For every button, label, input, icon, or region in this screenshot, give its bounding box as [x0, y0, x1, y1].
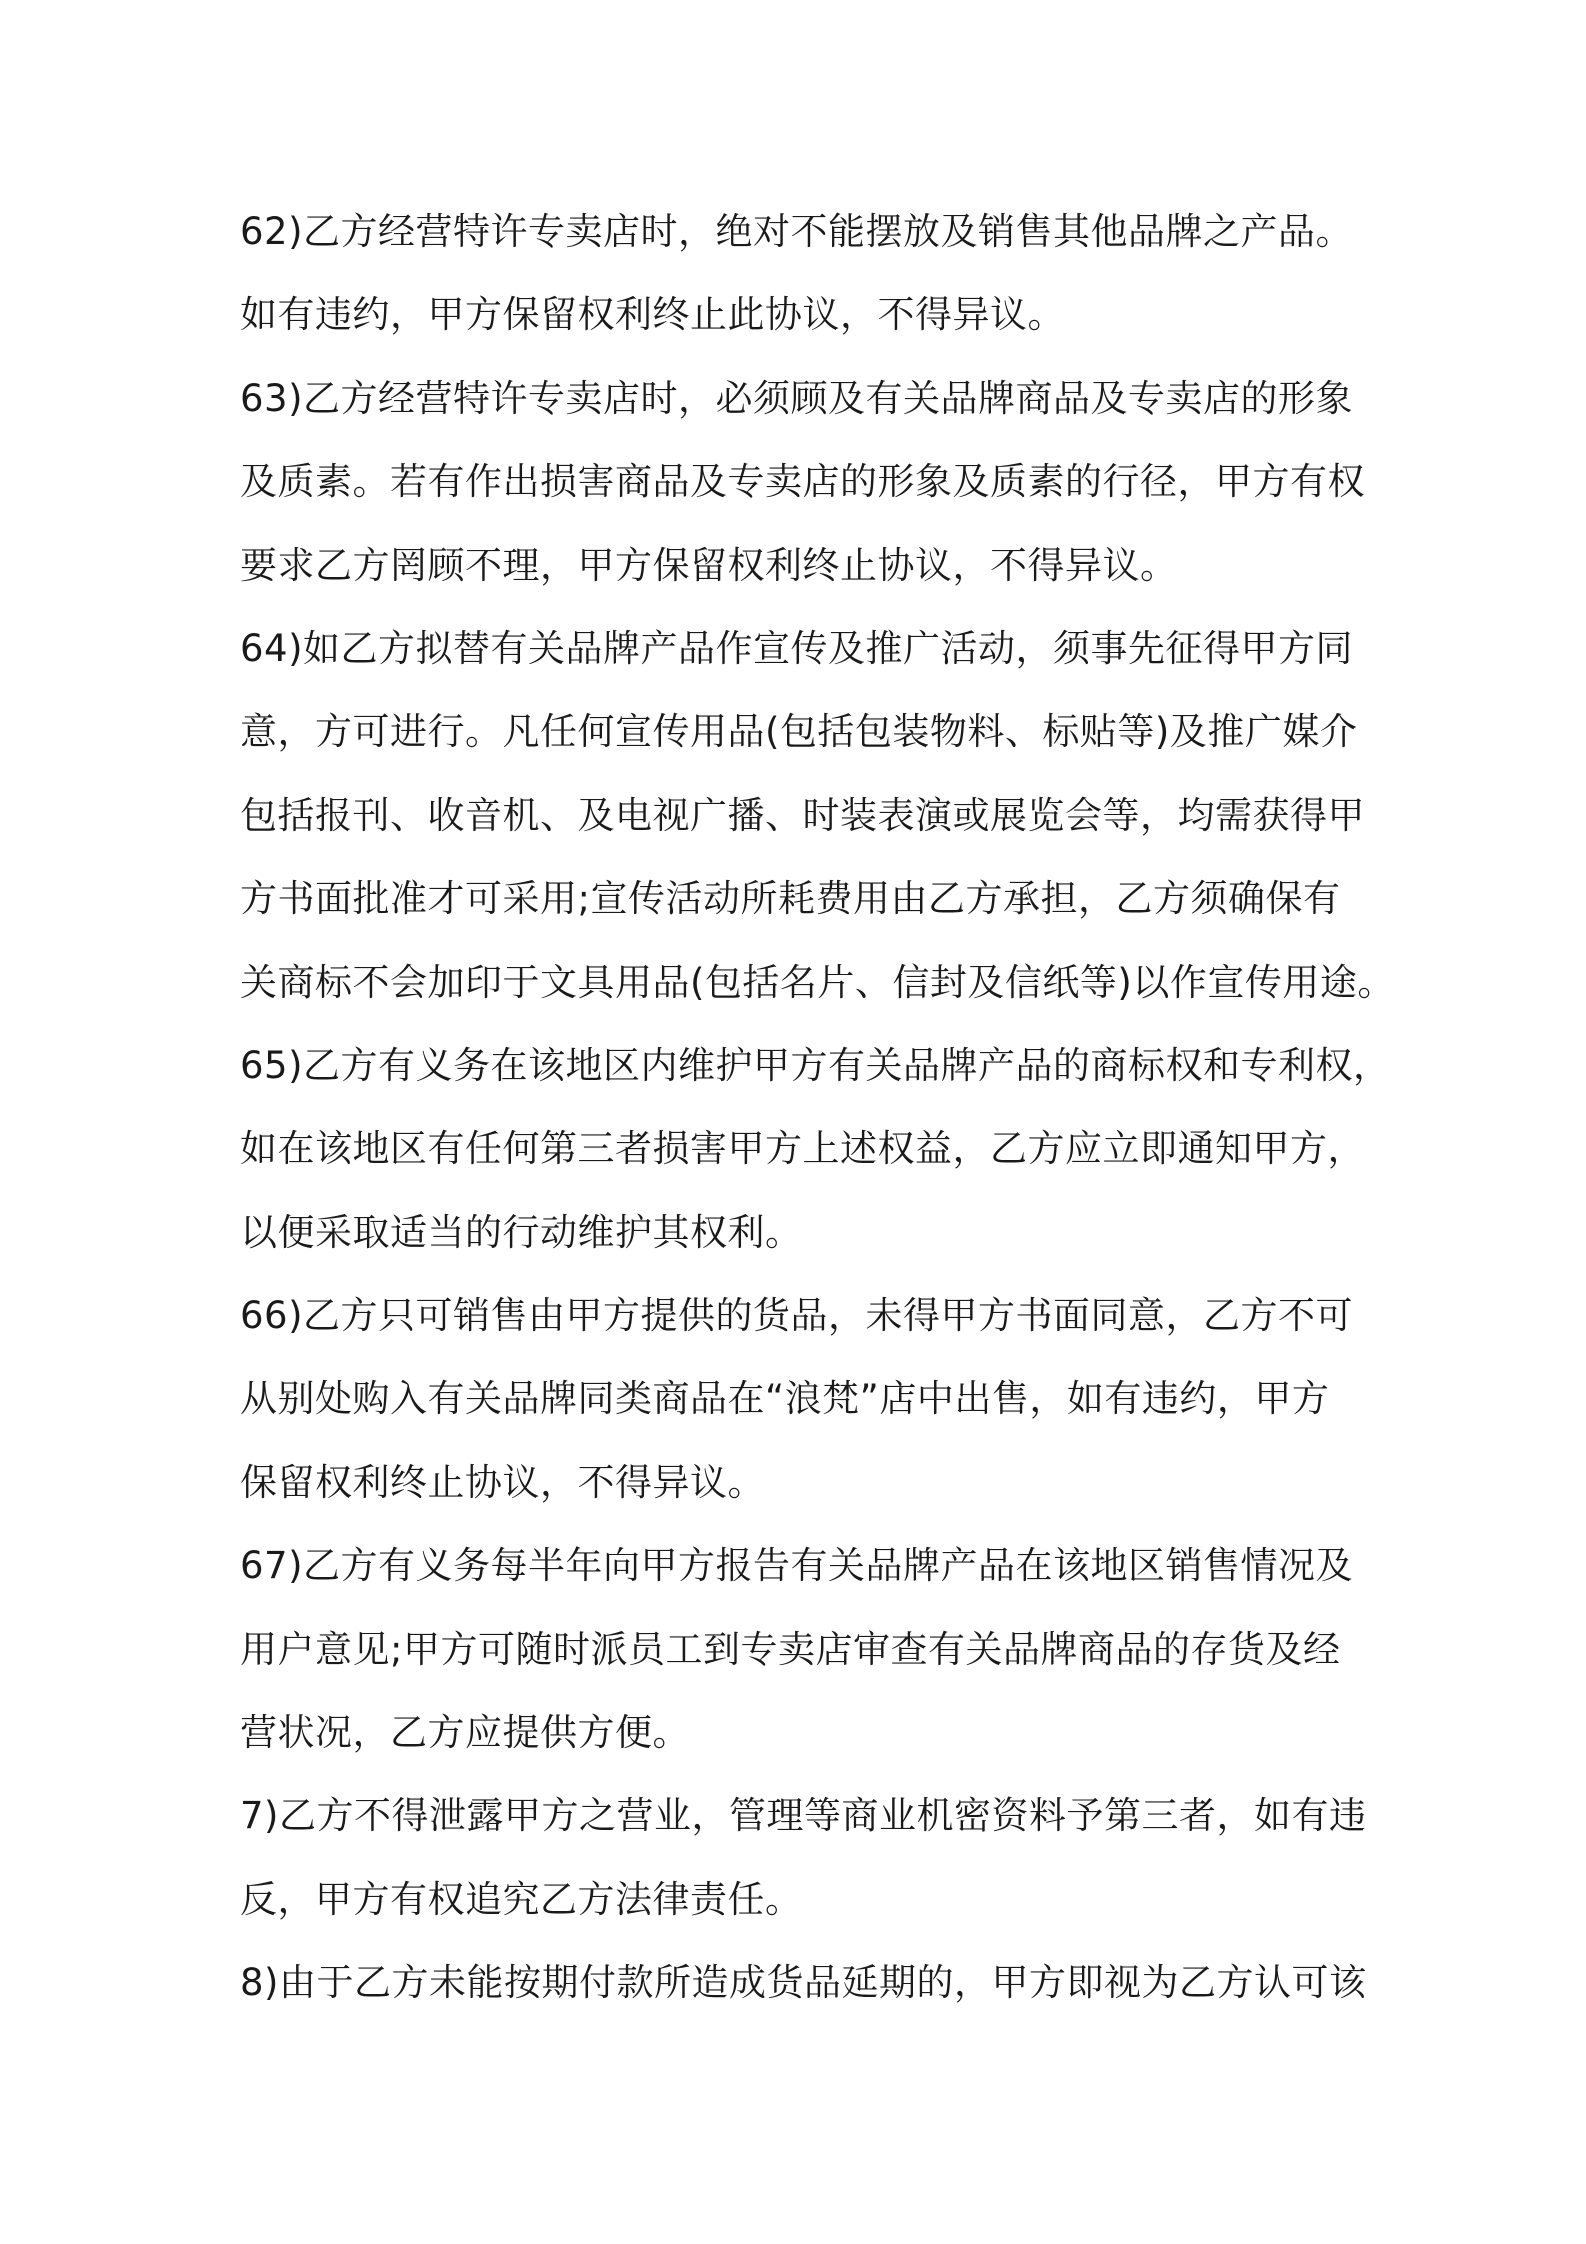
text-line: 67)乙方有义务每半年向甲方报告有关品牌产品在该地区销售情况及 — [240, 1544, 1354, 1588]
text-line: 8)由于乙方未能按期付款所造成货品延期的，甲方即视为乙方认可该 — [240, 1961, 1367, 2005]
text-line: 从别处购入有关品牌同类商品在“浪梵”店中出售，如有违约，甲方 — [240, 1377, 1330, 1421]
text-line: 以便采取适当的行动维护其权利。 — [240, 1210, 803, 1254]
text-line: 关商标不会加印于文具用品(包括名片、信封及信纸等)以作宣传用途。 — [240, 960, 1395, 1004]
text-line: 包括报刊、收音机、及电视广播、时装表演或展览会等，均需获得甲 — [240, 793, 1365, 837]
document-body — [240, 190, 1395, 2025]
text-line: 反，甲方有权追究乙方法律责任。 — [240, 1877, 803, 1921]
text-line: 7)乙方不得泄露甲方之营业，管理等商业机密资料予第三者，如有违 — [240, 1794, 1367, 1838]
text-line: 用户意见;甲方可随时派员工到专卖店审查有关品牌商品的存货及经 — [240, 1627, 1341, 1671]
text-line: 营状况，乙方应提供方便。 — [240, 1711, 690, 1755]
text-line: 64)如乙方拟替有关品牌产品作宣传及推广活动，须事先征得甲方同 — [240, 626, 1354, 670]
text-line: 意，方可进行。凡任何宣传用品(包括包装物料、标贴等)及推广媒介 — [240, 710, 1358, 754]
text-line: 65)乙方有义务在该地区内维护甲方有关品牌产品的商标权和专利权， — [240, 1043, 1391, 1087]
text-line: 及质素。若有作出损害商品及专卖店的形象及质素的行径，甲方有权 — [240, 460, 1365, 504]
text-line: 要求乙方罔顾不理，甲方保留权利终止协议，不得异议。 — [240, 543, 1178, 587]
text-line: 方书面批准才可采用;宣传活动所耗费用由乙方承担，乙方须确保有 — [240, 877, 1341, 921]
text-line: 66)乙方只可销售由甲方提供的货品，未得甲方书面同意，乙方不可 — [240, 1294, 1354, 1338]
text-line: 如有违约，甲方保留权利终止此协议，不得异议。 — [240, 293, 1065, 337]
text-line: 如在该地区有任何第三者损害甲方上述权益，乙方应立即通知甲方， — [240, 1127, 1365, 1171]
text-line: 保留权利终止协议，不得异议。 — [240, 1460, 765, 1504]
text-line: 63)乙方经营特许专卖店时，必须顾及有关品牌商品及专卖店的形象 — [240, 376, 1354, 420]
text-line: 62)乙方经营特许专卖店时，绝对不能摆放及销售其他品牌之产品。 — [240, 210, 1354, 253]
